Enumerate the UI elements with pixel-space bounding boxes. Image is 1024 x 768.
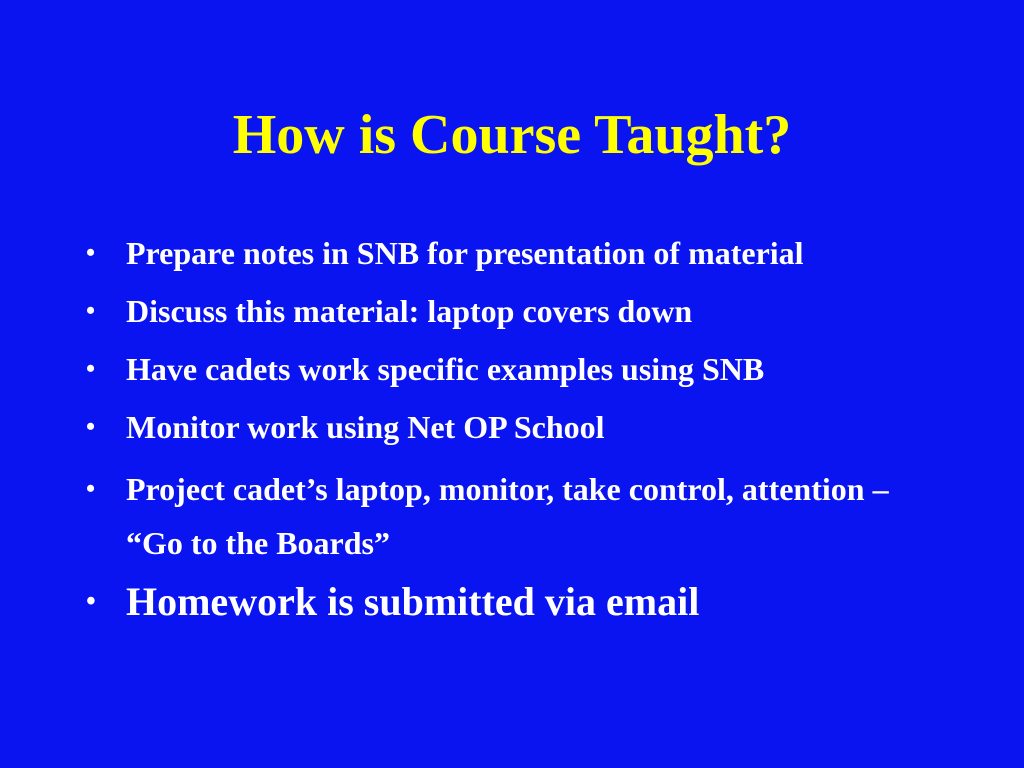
bullet-item (84, 346, 944, 392)
bullet-text: Discuss this material: laptop covers down (126, 293, 693, 329)
bullet-item (84, 404, 944, 450)
bullet-text: Monitor work using Net OP School (126, 409, 605, 445)
bullet-item (84, 230, 944, 276)
bullet-text: Have cadets work specific examples using SNB (126, 351, 765, 387)
bullet-icon: • (86, 238, 96, 267)
bullet-text: Prepare notes in SNB for presentation of material (126, 235, 804, 271)
bullet-list (84, 230, 944, 642)
slide-title: How is Course Taught? (232, 104, 792, 166)
bullet-item (84, 574, 944, 630)
bullet-icon: • (86, 296, 96, 325)
bullet-icon: • (86, 474, 96, 503)
bullet-icon: • (86, 412, 96, 441)
bullet-text: Homework is submitted via email (126, 579, 700, 624)
bullet-text: Project cadet’s laptop, monitor, take control, attention – “Go to the Boards” (126, 471, 889, 561)
bullet-icon: • (86, 354, 96, 383)
bullet-item (84, 462, 944, 570)
bullet-icon: • (86, 586, 96, 617)
bullet-item (84, 288, 944, 334)
